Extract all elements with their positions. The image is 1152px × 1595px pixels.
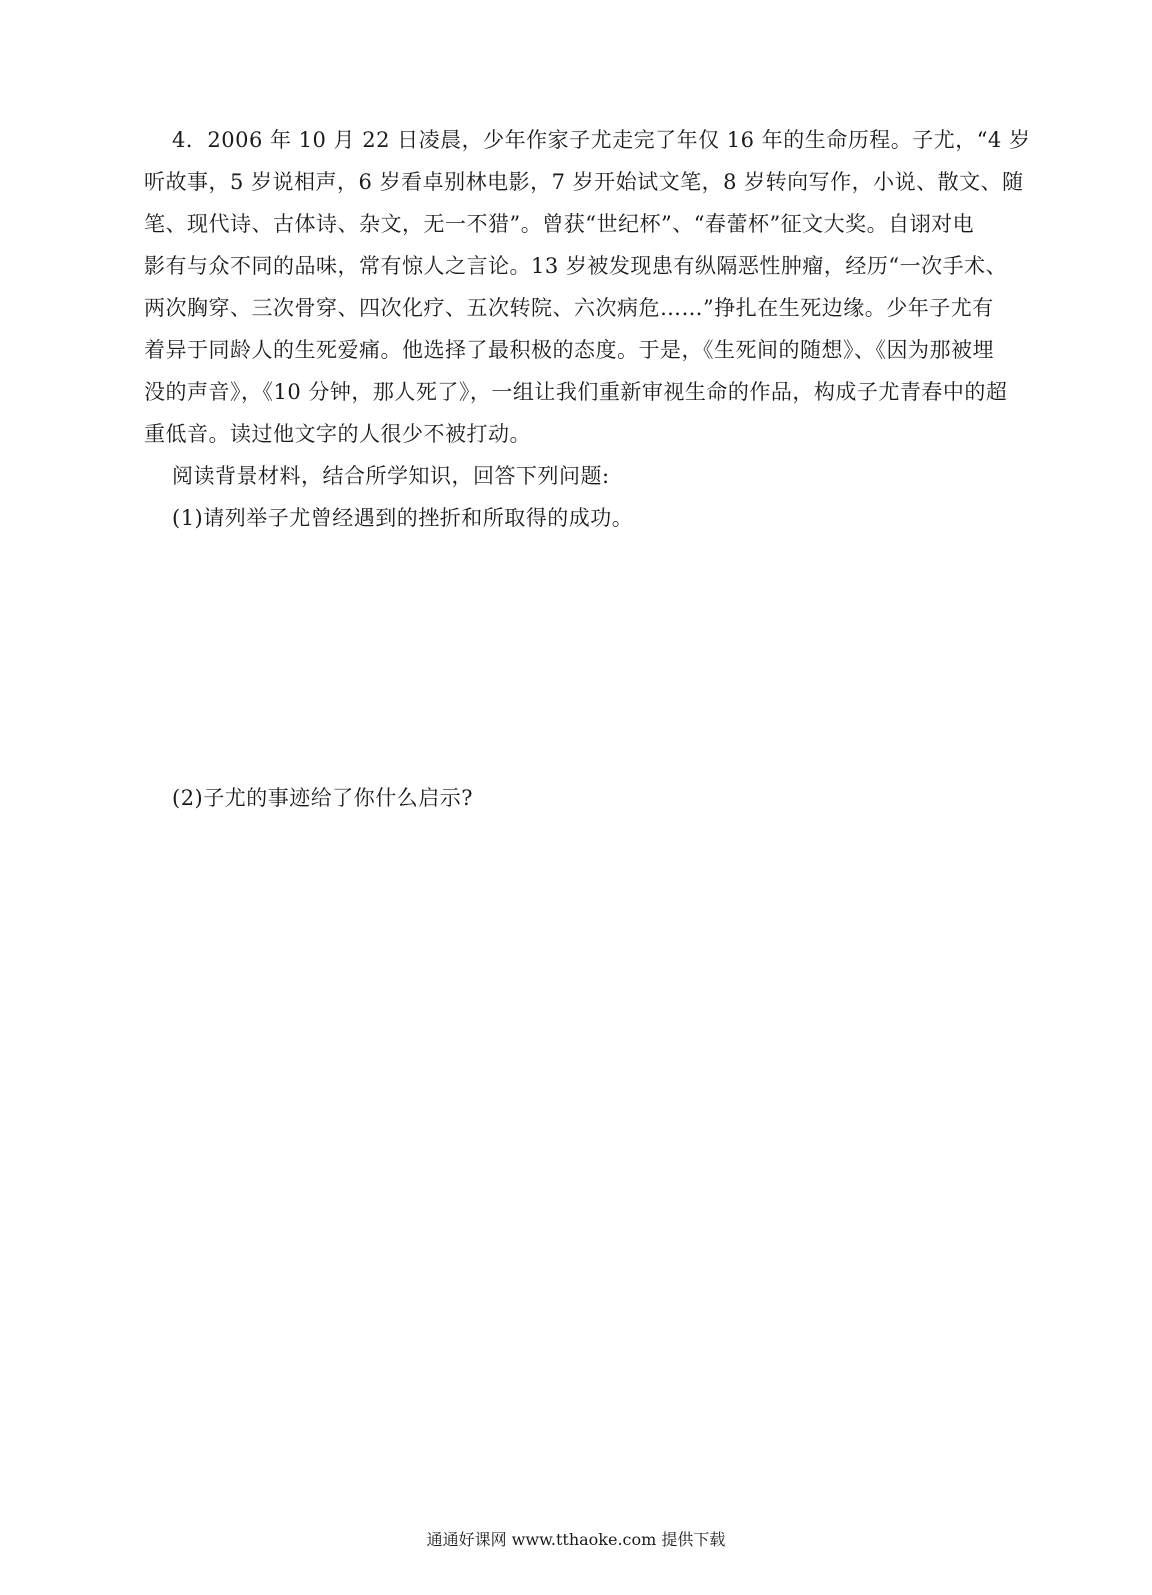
instruction-text: 阅读背景材料，结合所学知识，回答下列问题: — [172, 464, 610, 488]
passage-line-4: 影有与众不同的品味，常有惊人之言论。13 岁被发现患有纵隔恶性肿瘤，经历“一次手术、 — [144, 254, 1008, 278]
question-1: (1)请列举子尤曾经遇到的挫折和所取得的成功。 — [172, 506, 634, 530]
passage-line-3: 笔、现代诗、古体诗、杂文，无一不猎”。曾获“世纪杯”、“春蕾杯”征文大奖。自诩对电 — [144, 212, 975, 236]
passage-line-5: 两次胸穿、三次骨穿、四次化疗、五次转院、六次病危……”挣扎在生死边缘。少年子尤有 — [144, 296, 994, 320]
passage-line-1: 4．2006 年 10 月 22 日凌晨，少年作家子尤走完了年仅 16 年的生命历程。子尤，“4 岁 — [172, 128, 1031, 152]
passage-line-7: 没的声音》，《10 分钟，那人死了》，一组让我们重新审视生命的作品，构成子尤青春中的超 — [144, 380, 1008, 404]
page-footer: 通通好课网 www.tthaoke.com 提供下载 — [426, 1530, 726, 1549]
passage-line-6: 着异于同龄人的生死爱痛。他选择了最积极的态度。于是，《生死间的随想》、《因为那被埋 — [144, 338, 994, 362]
passage-line-8: 重低音。读过他文字的人很少不被打动。 — [144, 422, 531, 446]
question-2: (2)子尤的事迹给了你什么启示? — [172, 786, 474, 810]
passage-line-2: 听故事，5 岁说相声，6 岁看卓别林电影，7 岁开始试文笔，8 岁转向写作，小说、散文、随 — [144, 170, 1024, 194]
